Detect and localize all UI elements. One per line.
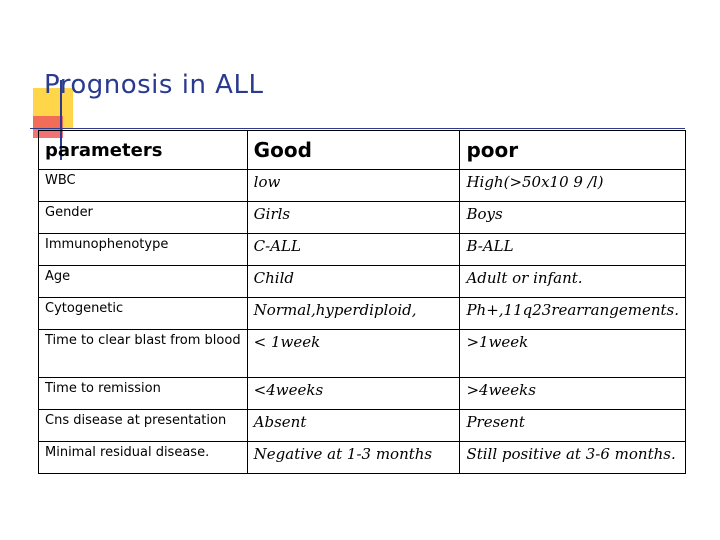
param-cell: Age [39, 266, 248, 298]
poor-cell: >1week [460, 330, 686, 378]
table-row [39, 234, 686, 266]
header-good: Good [247, 131, 460, 170]
table-row [39, 410, 686, 442]
param-cell: Time to clear blast from blood [39, 330, 248, 378]
param-cell: Immunophenotype [39, 234, 248, 266]
good-cell: <4weeks [247, 378, 460, 410]
table-row [39, 442, 686, 474]
param-cell: Time to remission [39, 378, 248, 410]
good-cell: low [247, 170, 460, 202]
good-cell: Girls [247, 202, 460, 234]
param-cell: Cns disease at presentation [39, 410, 248, 442]
poor-cell: >4weeks [460, 378, 686, 410]
header-poor: poor [460, 131, 686, 170]
good-cell: Negative at 1-3 months [247, 442, 460, 474]
good-cell: Normal,hyperdiploid, [247, 298, 460, 330]
param-cell: Cytogenetic [39, 298, 248, 330]
good-cell: C-ALL [247, 234, 460, 266]
title-underline [30, 128, 685, 129]
prognosis-table [38, 130, 686, 474]
param-cell: Minimal residual disease. [39, 442, 248, 474]
slide-title: Prognosis in ALL [44, 70, 264, 100]
table-row [39, 330, 686, 378]
poor-cell: B-ALL [460, 234, 686, 266]
table-row [39, 170, 686, 202]
table-row [39, 202, 686, 234]
table-header-row [39, 131, 686, 170]
good-cell: Child [247, 266, 460, 298]
poor-cell: Adult or infant. [460, 266, 686, 298]
poor-cell: Ph+,11q23rearrangements. [460, 298, 686, 330]
poor-cell: Boys [460, 202, 686, 234]
table-row [39, 266, 686, 298]
poor-cell: Present [460, 410, 686, 442]
good-cell: Absent [247, 410, 460, 442]
poor-cell: High(>50x10 9 /l) [460, 170, 686, 202]
param-cell: WBC [39, 170, 248, 202]
header-parameters: parameters [39, 131, 248, 170]
good-cell: < 1week [247, 330, 460, 378]
table-row [39, 298, 686, 330]
table-row [39, 378, 686, 410]
poor-cell: Still positive at 3-6 months. [460, 442, 686, 474]
param-cell: Gender [39, 202, 248, 234]
